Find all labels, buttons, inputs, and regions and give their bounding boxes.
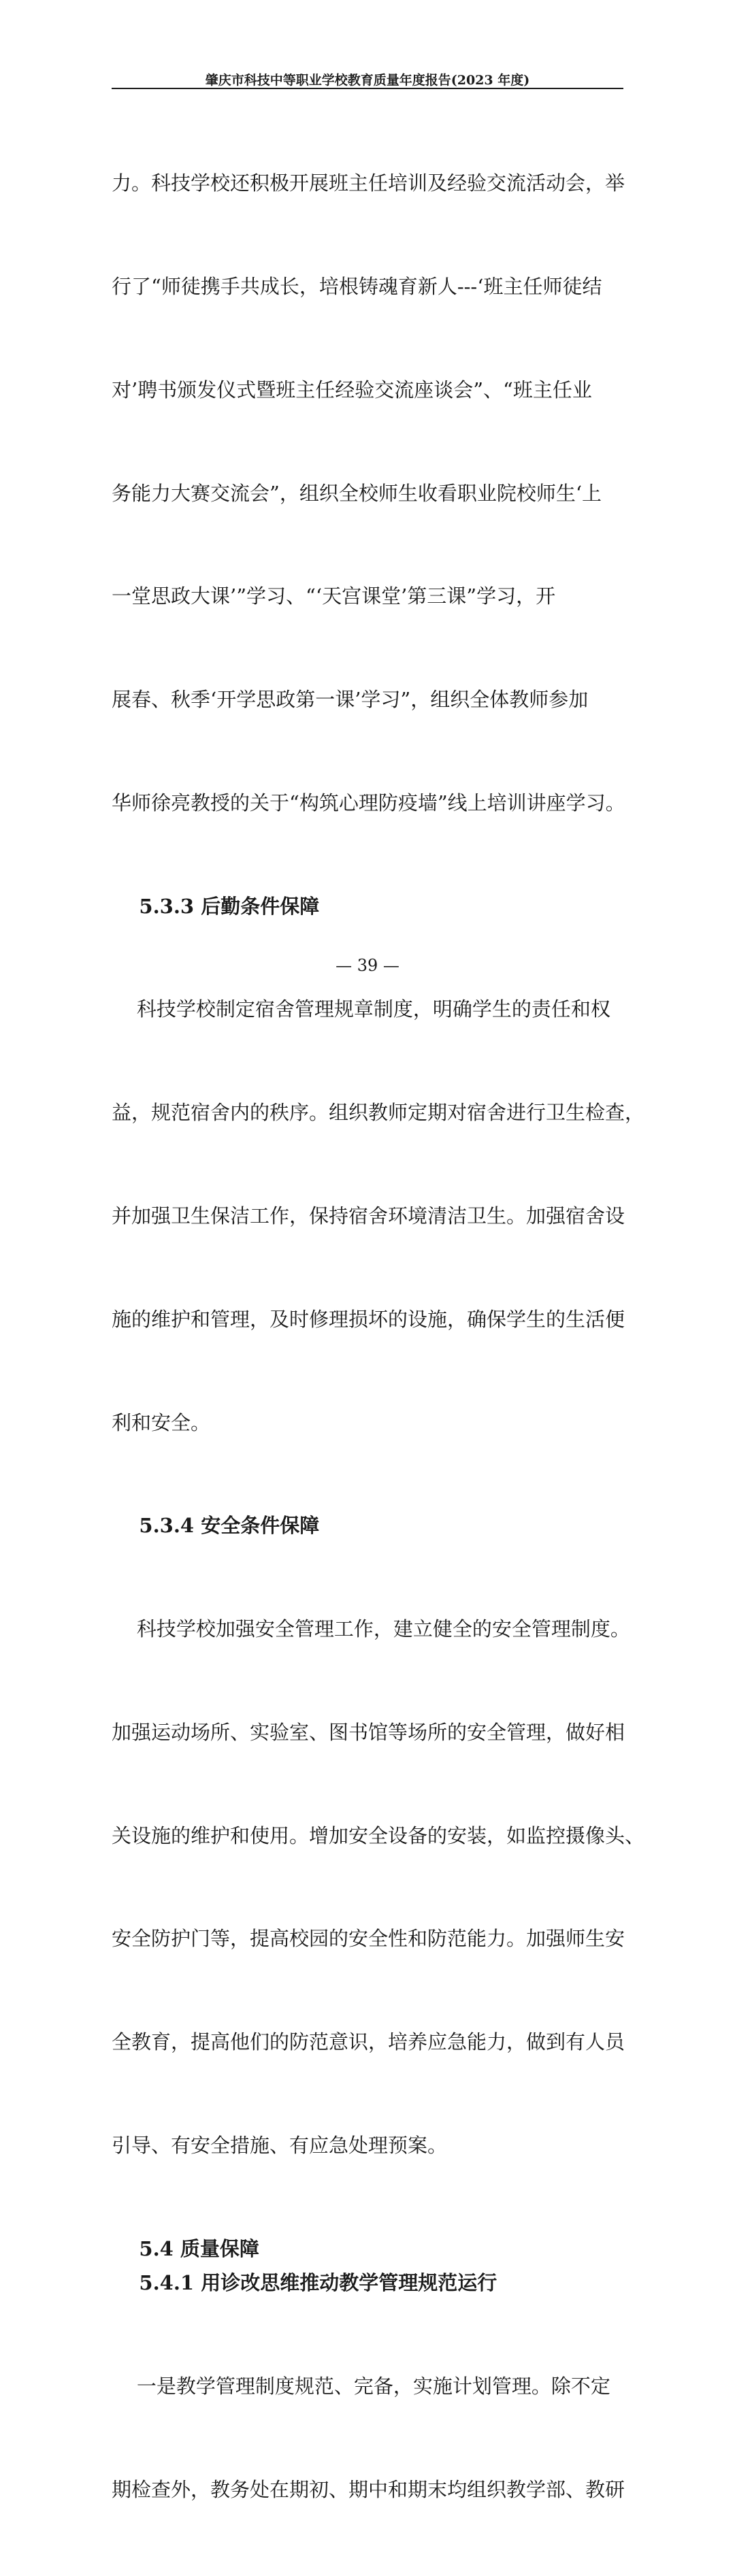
text-line: 加强运动场所、实验室、图书馆等场所的安全管理，做好相 — [112, 1720, 625, 1744]
page-number: — 39 — — [336, 956, 399, 975]
section-heading-5-4: 5.4 质量保障 — [112, 2236, 259, 2260]
text-line: 益，规范宿舍内的秩序。组织教师定期对宿舍进行卫生检查， — [112, 1101, 645, 1125]
text-line: 引导、有安全措施、有应急处理预案。 — [112, 2134, 448, 2158]
text-line: 并加强卫生保洁工作，保持宿舍环境清洁卫生。加强宿舍设 — [112, 1204, 625, 1227]
text-line: 利和安全。 — [112, 1410, 211, 1434]
text-line: 一是教学管理制度规范、完备，实施计划管理。除不定 — [112, 2375, 610, 2398]
text-line: 一堂思政大课’”学习、“‘天宫课堂’第三课”学习，开 — [112, 584, 556, 608]
paragraph-teacher-training — [112, 97, 623, 889]
header-rule — [112, 88, 623, 89]
section-heading-5-3-4: 5.3.4 安全条件保障 — [112, 1514, 320, 1538]
text-line: 务能力大赛交流会”，组织全校师生收看职业院校师生‘上 — [112, 481, 602, 505]
text-line: 科技学校制定宿舍管理规章制度，明确学生的责任和权 — [112, 997, 610, 1021]
text-line: 期检查外，教务处在期初、期中和期末均组织教学部、教研 — [112, 2477, 625, 2501]
text-line: 全教育，提高他们的防范意识，培养应急能力，做到有人员 — [112, 2030, 625, 2054]
text-line: 行了“师徒携手共成长，培根铸魂育新人---‘班主任师徒结 — [112, 274, 602, 298]
paragraph-teaching-management — [112, 2300, 623, 2576]
text-line: 安全防护门等，提高校园的安全性和防范能力。加强师生安 — [112, 1927, 625, 1951]
paragraph-safety — [112, 1543, 645, 2232]
text-line: 施的维护和管理，及时修理损坏的设施，确保学生的生活便 — [112, 1307, 625, 1331]
body-text — [112, 97, 645, 2576]
text-line: 关设施的维护和使用。增加安全设备的安装，如监控摄像头、 — [112, 1823, 645, 1847]
text-line: 力。科技学校还积极开展班主任培训及经验交流活动会，举 — [112, 171, 625, 195]
text-line: 华师徐亮教授的关于“构筑心理防疫墙”线上培训讲座学习。 — [112, 791, 625, 814]
section-heading-5-4-1: 5.4.1 用诊改思维推动教学管理规范运行 — [112, 2271, 497, 2295]
running-header: 肇庆市科技中等职业学校教育质量年度报告(2023 年度) — [205, 73, 530, 88]
paragraph-logistics — [112, 923, 645, 1508]
text-line: 对’聘书颁发仪式暨班主任经验交流座谈会”、“班主任业 — [112, 378, 592, 401]
section-heading-5-3-3: 5.3.3 后勤条件保障 — [112, 894, 320, 918]
text-line: 科技学校加强安全管理工作，建立健全的安全管理制度。 — [112, 1617, 630, 1641]
text-line: 展春、秋季‘开学思政第一课’学习”，组织全体教师参加 — [112, 688, 589, 712]
